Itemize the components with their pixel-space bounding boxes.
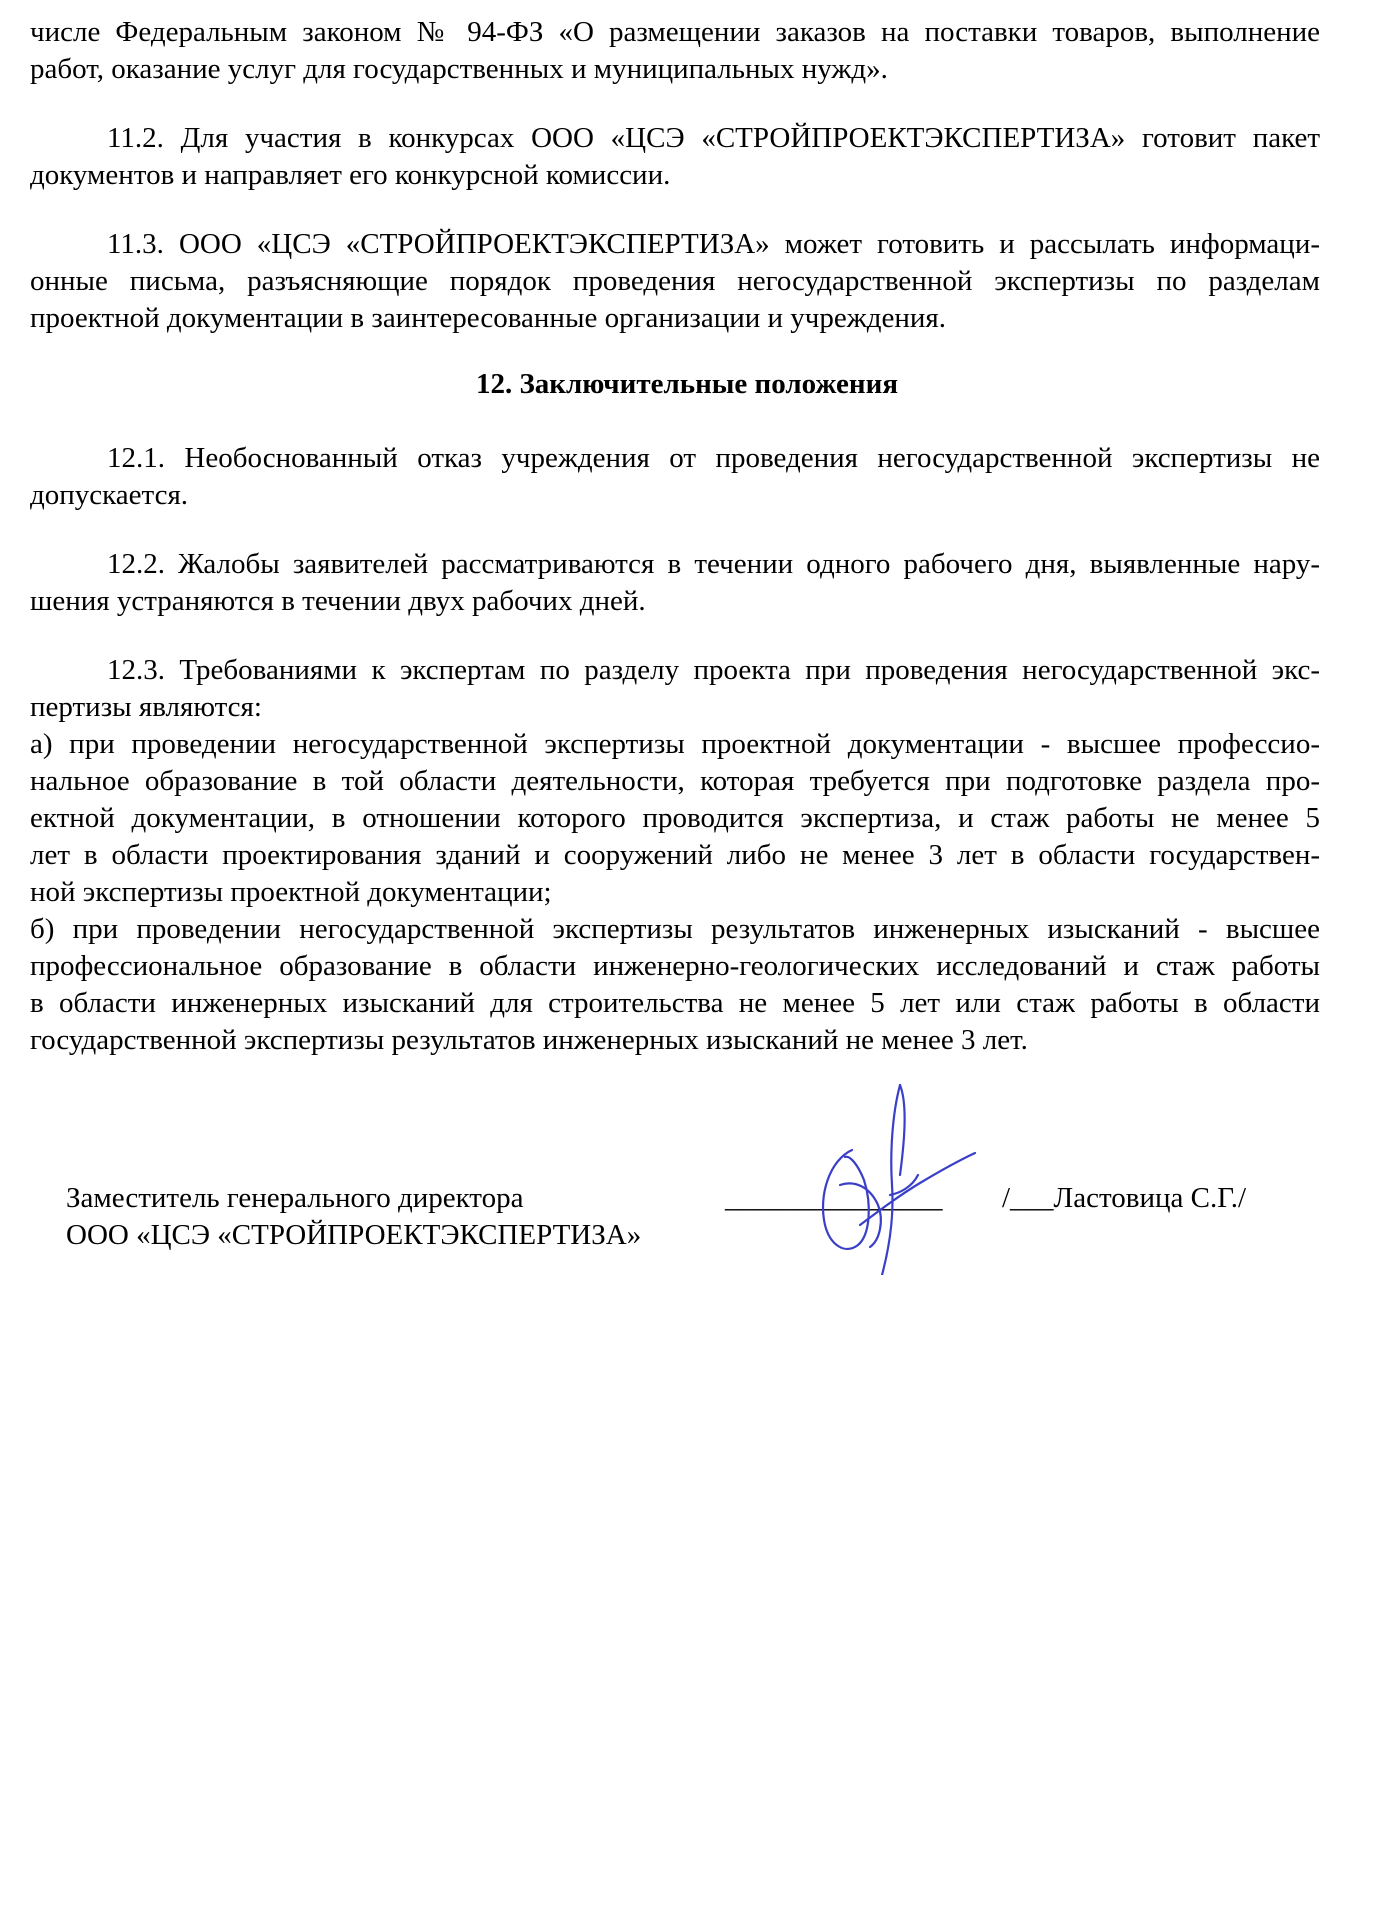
text-line: ной экспертизы проектной документации; bbox=[30, 876, 552, 908]
paragraph-12-3 bbox=[30, 652, 1320, 1059]
text-line: документов и направляет его конкурсной комиссии. bbox=[30, 159, 671, 191]
text-line: нальное образование в той области деятельности, которая требуется при подготовке раздела про- bbox=[30, 765, 1320, 797]
text-line: допускается. bbox=[30, 479, 189, 511]
position-line: ООО «ЦСЭ «СТРОЙПРОЕКТЭКСПЕРТИЗА» bbox=[66, 1219, 642, 1251]
text-line: а) при проведении негосударственной экспертизы проектной документации - высшее профессио- bbox=[30, 728, 1320, 760]
text-line: онные письма, разъясняющие порядок проведения негосударственной экспертизы по разделам bbox=[30, 265, 1320, 297]
signature-underline: _______________ bbox=[725, 1182, 943, 1214]
position-line: Заместитель генерального директора bbox=[66, 1182, 524, 1214]
text-line: лет в области проектирования зданий и сооружений либо не менее 3 лет в области государствен- bbox=[30, 839, 1320, 871]
section-heading: 12. Заключительные положения bbox=[475, 368, 899, 400]
text-line: пертизы являются: bbox=[30, 691, 262, 723]
signatory-position bbox=[66, 1180, 641, 1254]
text-line: работ, оказание услуг для государственных и муниципальных нужд». bbox=[30, 53, 888, 85]
text-line: б) при проведении негосударственной экспертизы результатов инженерных изысканий - высшее bbox=[30, 913, 1320, 945]
text-line: государственной экспертизы результатов инженерных изысканий не менее 3 лет. bbox=[30, 1024, 1028, 1056]
paragraph-11-1-tail bbox=[30, 14, 1320, 88]
text-line: числе Федеральным законом № 94-ФЗ «О размещении заказов на поставки товаров, выполнение bbox=[30, 16, 1320, 48]
text-line: 12.1. Необоснованный отказ учреждения от проведения негосударственной экспертизы не bbox=[107, 442, 1320, 474]
paragraph-12-1 bbox=[30, 440, 1320, 514]
paragraph-12-2 bbox=[30, 546, 1320, 620]
paragraph-11-2 bbox=[30, 120, 1320, 194]
text-line: в области инженерных изысканий для строительства не менее 5 лет или стаж работы в области bbox=[30, 987, 1320, 1019]
text-line: профессиональное образование в области инженерно-геологических исследований и стаж работы bbox=[30, 950, 1320, 982]
text-line: шения устраняются в течении двух рабочих дней. bbox=[30, 585, 646, 617]
text-line: 12.2. Жалобы заявителей рассматриваются в течении одного рабочего дня, выявленные нару- bbox=[107, 548, 1320, 580]
text-line: ектной документации, в отношении которого проводится экспертиза, и стаж работы не менее 5 bbox=[30, 802, 1320, 834]
text-line: 11.2. Для участия в конкурсах ООО «ЦСЭ «СТРОЙПРОЕКТЭКСПЕРТИЗА» готовит пакет bbox=[107, 122, 1320, 154]
paragraph-11-3 bbox=[30, 226, 1320, 337]
text-line: проектной документации в заинтересованные организации и учреждения. bbox=[30, 302, 947, 334]
signatory-name: /___Ластовица С.Г./ bbox=[1002, 1182, 1247, 1214]
handwritten-signature bbox=[800, 1075, 990, 1275]
text-line: 12.3. Требованиями к экспертам по разделу проекта при проведения негосударственной экс- bbox=[107, 654, 1320, 686]
text-line: 11.3. ООО «ЦСЭ «СТРОЙПРОЕКТЭКСПЕРТИЗА» может готовить и рассылать информаци- bbox=[107, 228, 1320, 260]
